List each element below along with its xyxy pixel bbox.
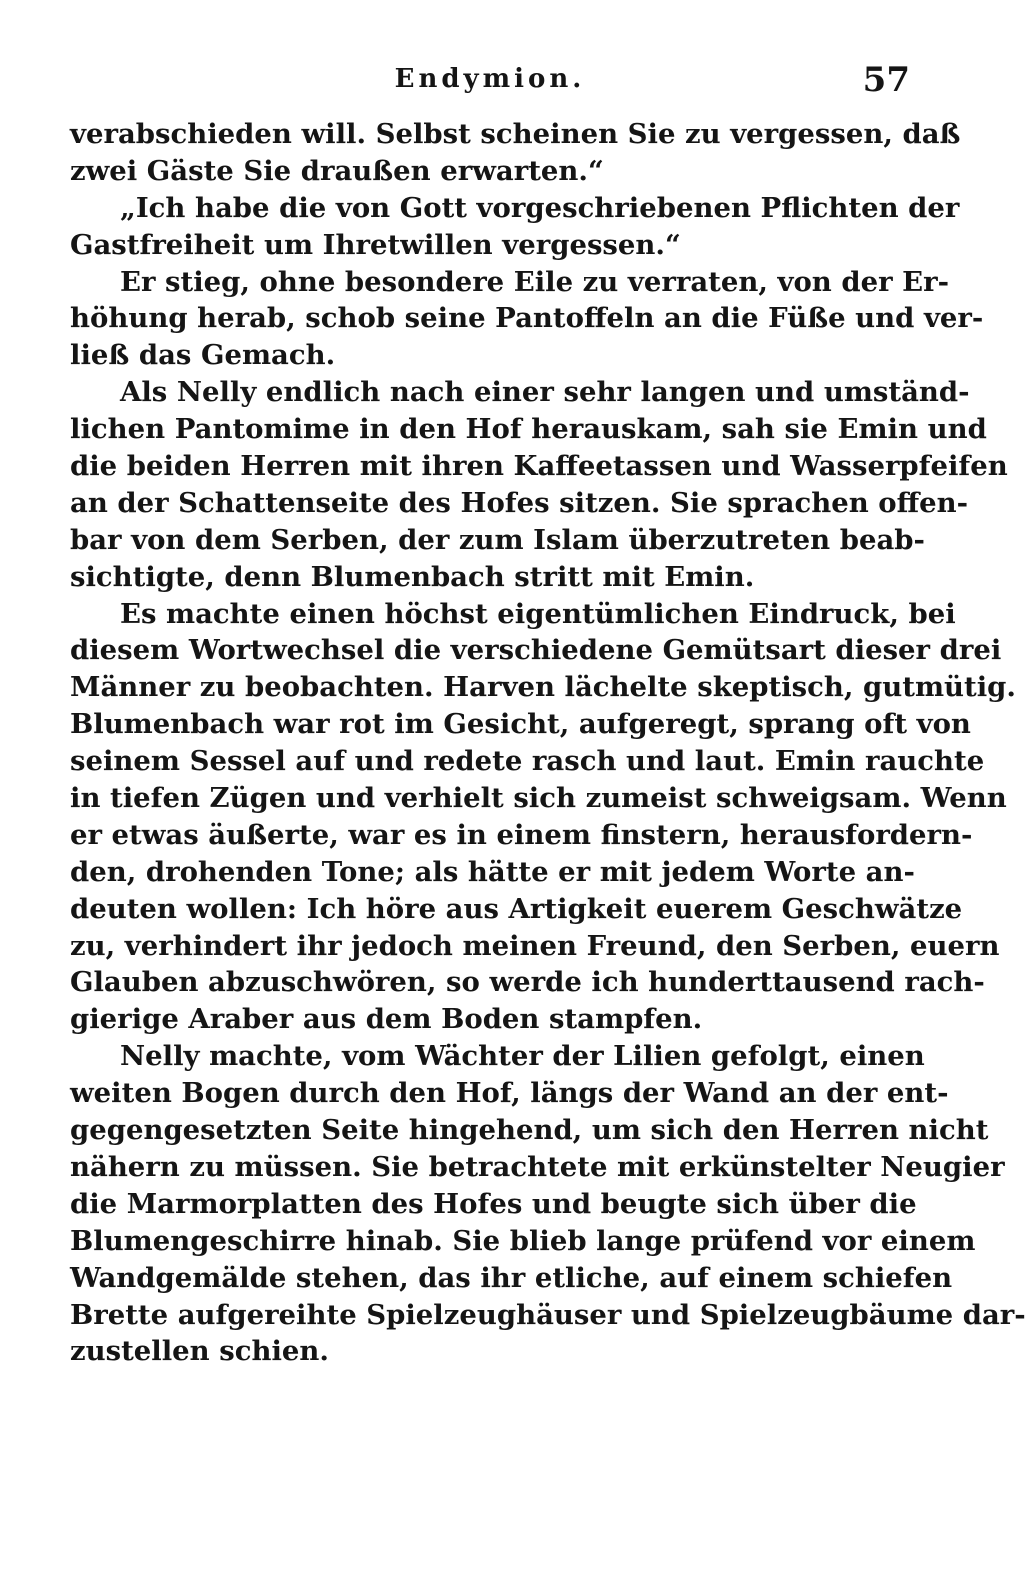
- text-line: Wandgemälde stehen, das ihr etliche, auf einem schiefen: [70, 1261, 953, 1294]
- paragraph: [70, 264, 984, 375]
- running-title: Endymion.: [394, 64, 586, 94]
- text-line: „Ich habe die von Gott vorgeschriebenen Pflichten der: [120, 191, 960, 224]
- paragraph: [70, 374, 1008, 595]
- text-line: verabschieden will. Selbst scheinen Sie zu vergessen, daß: [70, 118, 961, 150]
- text-line: lichen Pantomime in den Hof herauskam, sah sie Emin und: [70, 413, 987, 446]
- text-line: Brette aufgereihte Spielzeughäuser und Spielzeugbäume dar-: [70, 1298, 1026, 1331]
- paragraph: [70, 190, 960, 264]
- running-head: [70, 60, 910, 104]
- text-line: sichtigte, denn Blumenbach stritt mit Emin.: [70, 560, 755, 593]
- page-number: 57: [862, 60, 910, 100]
- text-line: Männer zu beobachten. Harven lächelte skeptisch, gutmütig.: [70, 671, 1016, 704]
- text-line: Blumenbach war rot im Gesicht, aufgeregt, sprang oft von: [70, 708, 971, 741]
- text-line: Glauben abzuschwören, so werde ich hunderttausend rach-: [70, 966, 985, 999]
- text-line: Er stieg, ohne besondere Eile zu verraten, von der Er-: [120, 265, 950, 298]
- text-line: diesem Wortwechsel die verschiedene Gemütsart dieser drei: [70, 634, 1002, 667]
- text-line: den, drohenden Tone; als hätte er mit jedem Worte an-: [70, 855, 915, 888]
- body-text: [70, 116, 1026, 1370]
- text-line: weiten Bogen durch den Hof, längs der Wand an der ent-: [70, 1077, 949, 1110]
- text-line: gegengesetzten Seite hingehend, um sich den Herren nicht: [70, 1114, 989, 1147]
- paragraph: [70, 116, 961, 190]
- text-line: seinem Sessel auf und redete rasch und laut. Emin rauchte: [70, 745, 985, 778]
- text-line: zustellen schien.: [70, 1335, 329, 1368]
- text-line: bar von dem Serben, der zum Islam überzutreten beab-: [70, 523, 925, 556]
- text-line: Blumengeschirre hinab. Sie blieb lange prüfend vor einem: [70, 1224, 976, 1257]
- text-line: Es machte einen höchst eigentümlichen Eindruck, bei: [120, 597, 956, 630]
- text-line: in tiefen Zügen und verhielt sich zumeist schweigsam. Wenn: [70, 782, 1007, 815]
- text-line: nähern zu müssen. Sie betrachtete mit erkünstelter Neugier: [70, 1150, 1005, 1183]
- text-line: höhung herab, schob seine Pantoffeln an die Füße und ver-: [70, 302, 984, 335]
- text-line: zwei Gäste Sie draußen erwarten.“: [70, 154, 604, 187]
- text-line: ließ das Gemach.: [70, 339, 336, 372]
- text-line: an der Schattenseite des Hofes sitzen. Sie sprachen offen-: [70, 486, 969, 519]
- paragraph: [70, 1038, 1026, 1370]
- text-line: Nelly machte, vom Wächter der Lilien gefolgt, einen: [120, 1040, 925, 1073]
- paragraph: [70, 596, 1016, 1039]
- text-line: Gastfreiheit um Ihretwillen vergessen.“: [70, 228, 681, 261]
- text-line: Als Nelly endlich nach einer sehr langen und umständ-: [120, 376, 970, 409]
- text-line: die Marmorplatten des Hofes und beugte sich über die: [70, 1187, 917, 1220]
- text-line: deuten wollen: Ich höre aus Artigkeit euerem Geschwätze: [70, 892, 963, 925]
- text-line: zu, verhindert ihr jedoch meinen Freund, den Serben, euern: [70, 929, 1000, 962]
- text-line: er etwas äußerte, war es in einem finstern, herausfordern-: [70, 818, 973, 851]
- text-line: die beiden Herren mit ihren Kaffeetassen und Wasserpfeifen: [70, 450, 1008, 483]
- text-line: gierige Araber aus dem Boden stampfen.: [70, 1003, 703, 1036]
